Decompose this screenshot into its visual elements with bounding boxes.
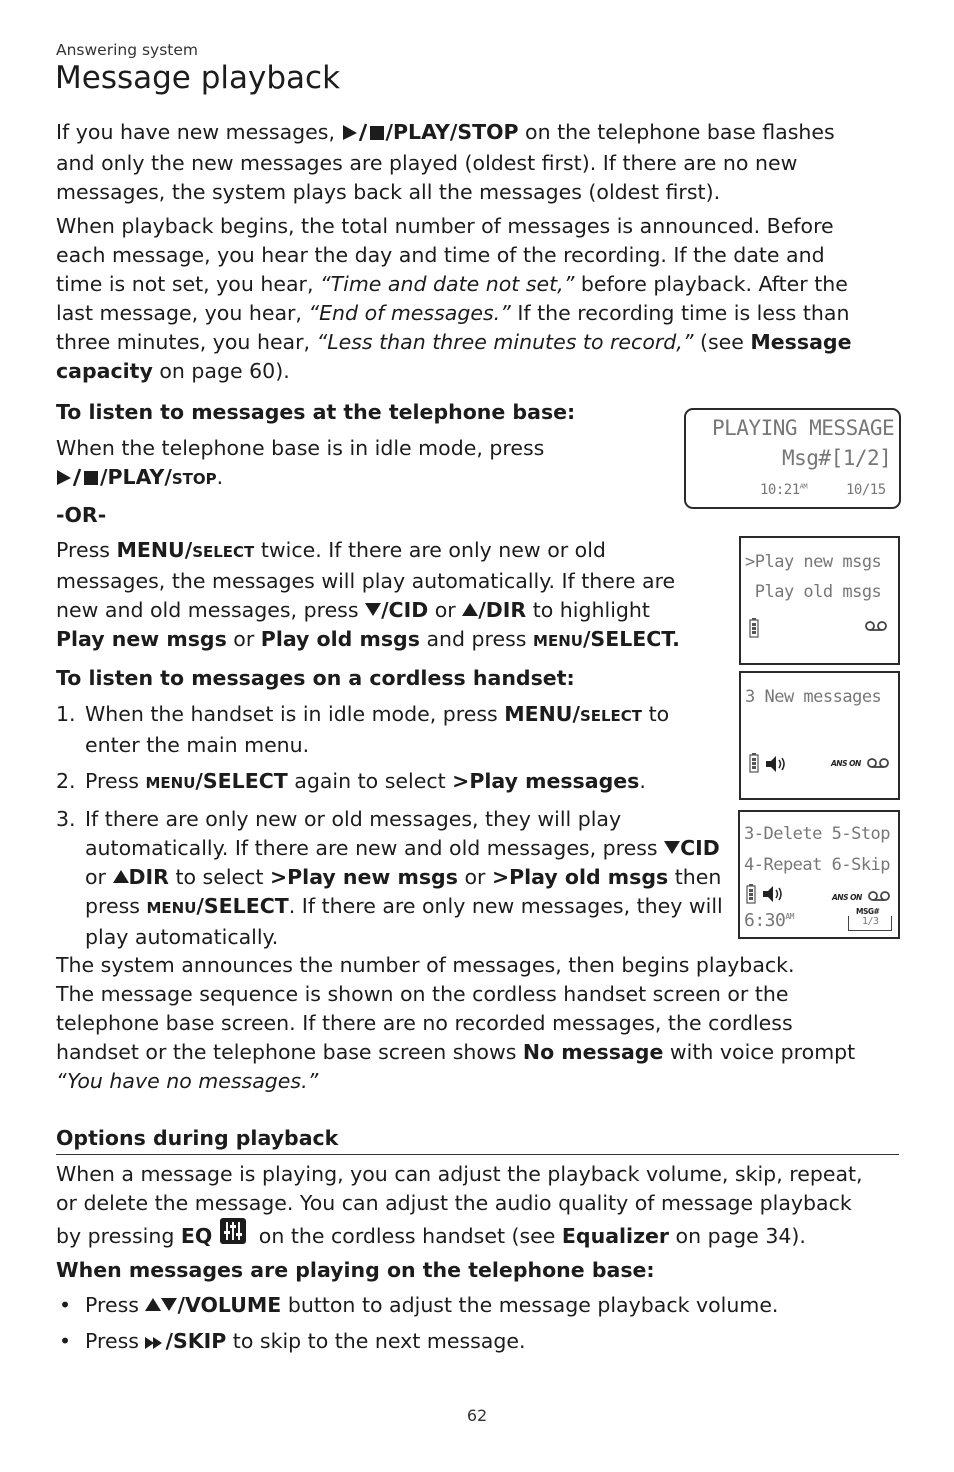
handset3-line1: 3-Delete 5-Stop: [744, 824, 891, 844]
down-arrow-icon: [161, 1298, 177, 1311]
ans-on-indicator: ANS ON: [832, 893, 862, 902]
msg-number-box: 1/3: [848, 916, 892, 931]
section-label: Answering system: [56, 41, 199, 59]
voicemail-icon: [868, 888, 890, 907]
down-arrow-icon: [664, 841, 680, 854]
bullet-skip: • Press /SKIP to skip to the next message.: [85, 1327, 885, 1358]
down-arrow-icon: [365, 603, 381, 616]
base-lcd-line1: PLAYING MESSAGE: [712, 416, 895, 440]
battery-icon: [749, 753, 759, 777]
handset2-line1: 3 New messages: [745, 687, 882, 707]
bullet-volume: • Press /VOLUME button to adjust the message playback volume.: [59, 1293, 779, 1317]
up-arrow-icon: [462, 603, 478, 616]
options-subheading: When messages are playing on the telephone base:: [56, 1258, 655, 1282]
step-2: 2. Press MENU/SELECT again to select >Play messages.: [56, 769, 646, 793]
handset1-line1: >Play new msgs: [745, 552, 882, 572]
handset-lcd-menu: [739, 536, 900, 665]
page-number: 62: [466, 1406, 488, 1425]
speaker-icon: [765, 755, 791, 777]
handset3-line2: 4-Repeat 6-Skip: [744, 855, 891, 875]
play-stop-icon: [342, 120, 386, 149]
options-bullets: [59, 1291, 885, 1358]
handset-lcd-playback-options: [738, 810, 900, 939]
after-paragraph: The system announces the number of messages, then begins playback. The message sequence is shown on the cordless handset screen or the telephone base screen. If there are no recorded messages, the cordless handset or the telephone base screen shows No message with voice prompt “You have no messages.”: [56, 953, 856, 1093]
msg-number-label: MSG#: [856, 907, 880, 916]
base-heading: To listen to messages at the telephone base:: [56, 400, 576, 424]
handset-steps: [56, 700, 725, 952]
handset1-line2: Play old msgs: [745, 582, 882, 602]
battery-icon: [749, 618, 759, 642]
heading-rule: [56, 1154, 899, 1155]
base-lcd-screen: [684, 408, 901, 509]
base-lcd-time: $10:21^{AM}$: [760, 482, 808, 498]
battery-icon: [746, 884, 756, 908]
intro-paragraph-1: If you have new messages, /PLAY/STOP on the telephone base flashes and only the new messages are played (oldest first). If there are no new messages, the system plays back all the messages (oldest first).: [56, 120, 835, 204]
intro-paragraph-2: When playback begins, the total number of messages is announced. Before each message, you hear the day and time of the recording. If the date and time is not set, you hear, “Time and date not set,” before playback. After the last message, you hear, “End of messages.” If the recording time is less than three minutes, you hear, “Less than three minutes to record,” (see Message capacity on page 60).: [56, 214, 852, 383]
handset3-time: $6:30^{AM}$: [744, 910, 794, 931]
page-title: Message playback: [55, 60, 341, 96]
handset-lcd-new-messages: [739, 671, 900, 800]
step-1: 1. When the handset is in idle mode, press MENU/SELECT to enter the main menu.: [56, 702, 670, 757]
handset-heading: To listen to messages on a cordless handset:: [56, 666, 575, 690]
voicemail-icon: [865, 618, 887, 637]
up-arrow-icon: [113, 870, 129, 883]
base-lcd-date: 10/15: [846, 482, 886, 498]
options-paragraph: When a message is playing, you can adjust the playback volume, skip, repeat, or delete the message. You can adjust the audio quality of message playback by pressing EQ on the cordless handset (see Equalizer on page 34).: [56, 1160, 916, 1252]
base-lcd-line2: Msg#[1/2]: [782, 446, 892, 470]
skip-icon: [145, 1329, 165, 1358]
voicemail-icon: [867, 755, 889, 774]
speaker-icon: [762, 885, 788, 907]
options-heading: Options during playback: [56, 1126, 339, 1150]
up-arrow-icon: [145, 1298, 161, 1311]
base-instructions: When the telephone base is in idle mode, press /PLAY/STOP. -OR- Press MENU/SELECT twice. If there are only new or old messages, the messages will play automatically. If there are new and old messages, press /CID or /DIR to highlight Play new msgs or Play old msgs and press MENU/SELECT.: [56, 436, 680, 651]
step-3: 3. If there are only new or old messages, they will play automatically. If there are new and old messages, press CID or DIR to select >Play new msgs or >Play old msgs then press MENU/SELECT. If there are only new messages, they will play automatically.: [56, 807, 723, 949]
equalizer-icon: [220, 1218, 246, 1252]
ans-on-indicator: ANS ON: [831, 759, 861, 768]
play-stop-icon: [56, 465, 100, 494]
